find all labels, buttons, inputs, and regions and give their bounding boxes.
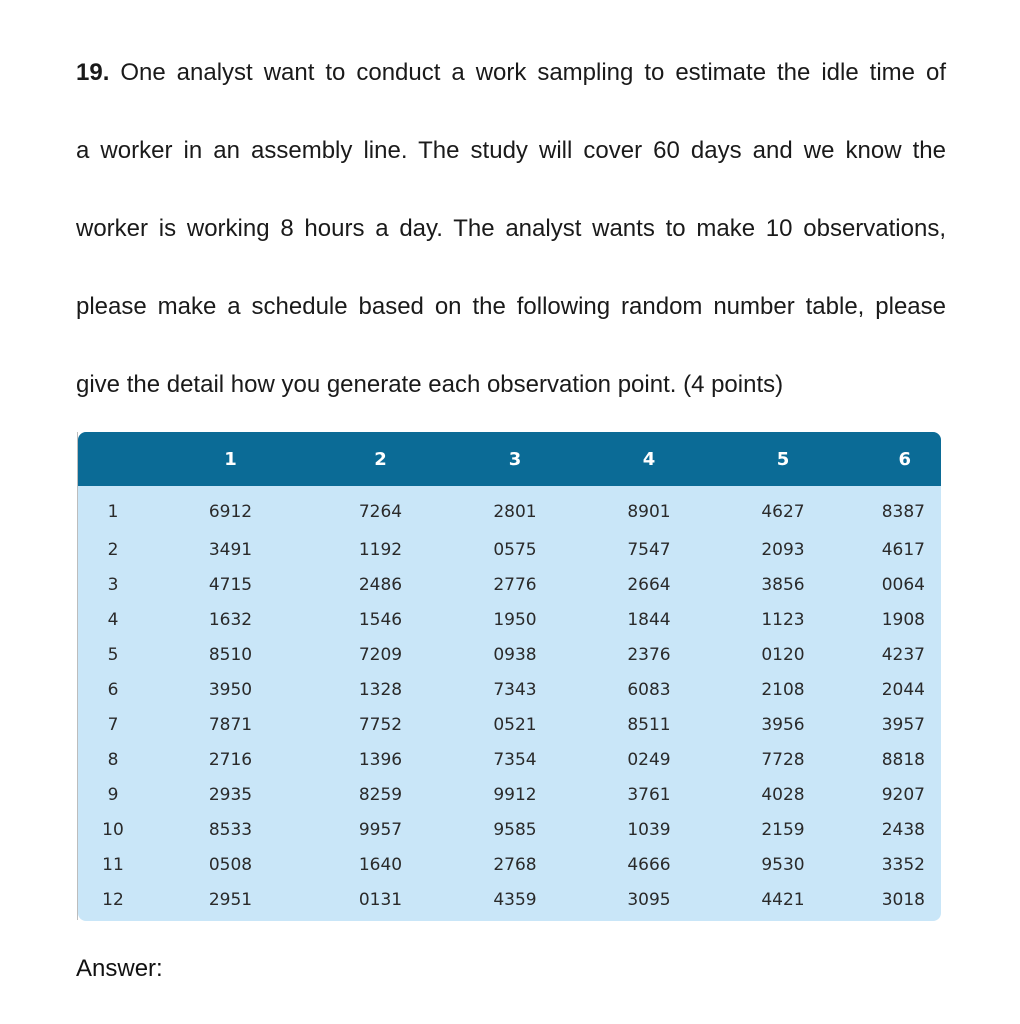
random-number-grid [78,432,941,917]
table-cell: 6083 [627,679,671,700]
table-cell: 4421 [761,889,805,910]
table-cell: 0064 [881,574,925,595]
table-cell: 1640 [358,854,403,875]
table-cell: 0508 [208,854,253,875]
table-cell: 2044 [881,679,925,700]
table-row [78,847,941,882]
table-cell: 1632 [208,609,253,630]
table-cell: 0131 [358,889,403,910]
row-index: 8 [107,749,119,770]
table-cell: 9912 [493,784,537,805]
table-cell: 2438 [881,819,925,840]
table-cell: 7547 [627,539,671,560]
row-index: 3 [107,574,119,595]
table-cell: 3856 [761,574,805,595]
row-index: 2 [107,539,119,560]
table-cell: 2951 [208,889,253,910]
row-index: 6 [107,679,119,700]
table-row [78,602,941,637]
table-cell: 1908 [881,609,925,630]
table-cell: 4237 [881,644,925,665]
table-cell: 9530 [761,854,805,875]
table-header-row [78,432,941,486]
table-body [78,486,941,917]
table-cell: 4666 [627,854,671,875]
column-header: 3 [508,448,522,470]
column-header: 6 [898,448,911,470]
table-cell: 1396 [358,749,403,770]
table-cell: 2935 [208,784,253,805]
table-cell: 1192 [358,539,403,560]
table-cell: 8818 [881,749,925,770]
table-cell: 7871 [208,714,253,735]
table-cell: 1844 [627,609,671,630]
table-cell: 2486 [358,574,403,595]
row-index: 12 [102,889,124,910]
column-header: 1 [224,448,237,470]
table-cell: 3095 [627,889,671,910]
question-line-2: a worker in an assembly line. The study will cover 60 days and we know the [76,137,946,164]
table-cell: 0120 [761,644,805,665]
table-cell: 3761 [627,784,671,805]
table-cell: 2159 [761,819,805,840]
column-header: 2 [374,448,387,470]
table-cell: 8259 [358,784,403,805]
table-cell: 1039 [627,819,671,840]
table-row [78,707,941,742]
row-index: 10 [102,819,124,840]
table-cell: 8533 [208,819,253,840]
question-number: 19. [76,59,110,86]
table-cell: 1328 [358,679,403,700]
table-row [78,567,941,602]
table-cell: 3018 [881,889,925,910]
table-cell: 0521 [493,714,537,735]
table-cell: 7264 [358,502,403,522]
table-cell: 8387 [881,502,925,522]
table-cell: 4617 [881,539,925,560]
table-cell: 7354 [493,749,537,770]
header-corner [78,432,148,486]
table-cell: 9207 [881,784,925,805]
table-cell: 2376 [627,644,671,665]
table-row [78,812,941,847]
table-cell: 2108 [761,679,805,700]
row-index: 5 [107,644,119,665]
random-number-table [78,432,941,921]
table-cell: 2664 [627,574,671,595]
table-cell: 1950 [493,609,537,630]
table-cell: 8510 [208,644,253,665]
table-cell: 3491 [208,539,253,560]
table-cell: 9957 [358,819,403,840]
table-cell: 2093 [761,539,805,560]
row-index: 1 [107,502,119,522]
table-cell: 2716 [208,749,253,770]
table-cell: 8901 [627,502,671,522]
table-cell: 2768 [493,854,537,875]
question-line-1 [76,50,946,128]
table-row [78,742,941,777]
table-cell: 7728 [761,749,805,770]
table-row [78,882,941,917]
table-row [78,777,941,812]
question-text-line-1: One analyst want to conduct a work sampling to estimate the idle time of [109,59,946,86]
row-index: 11 [102,854,124,875]
table-row [78,672,941,707]
table-cell: 4028 [761,784,805,805]
table-row [78,637,941,672]
table-cell: 4359 [493,889,537,910]
table-cell: 3950 [208,679,253,700]
question-line-4: please make a schedule based on the following random number table, please [76,293,946,320]
table-cell: 2776 [493,574,537,595]
table-cell: 3352 [881,854,925,875]
column-header: 5 [776,448,790,470]
table-cell: 4627 [761,502,805,522]
table-cell: 3956 [761,714,805,735]
question-line-3: worker is working 8 hours a day. The analyst wants to make 10 observations, [76,215,946,242]
table-cell: 1123 [761,609,805,630]
table-cell: 7752 [358,714,403,735]
table-cell: 3957 [881,714,925,735]
table-cell: 2801 [493,502,537,522]
table-cell: 1546 [358,609,403,630]
row-index: 4 [107,609,119,630]
table-row [78,532,941,567]
table-cell: 7209 [358,644,403,665]
table-cell: 0575 [493,539,537,560]
table-cell: 6912 [208,502,253,522]
table-row [78,486,941,532]
column-header: 4 [642,448,656,470]
table-cell: 0249 [627,749,671,770]
answer-label: Answer: [76,955,163,982]
question-line-5: give the detail how you generate each observation point. (4 points) [76,371,784,398]
table-cell: 4715 [208,574,253,595]
row-index: 7 [107,714,119,735]
table-cell: 9585 [493,819,537,840]
table-cell: 8511 [627,714,671,735]
table-cell: 7343 [493,679,537,700]
row-index: 9 [107,784,119,805]
question-block [76,50,946,440]
table-cell: 0938 [493,644,537,665]
